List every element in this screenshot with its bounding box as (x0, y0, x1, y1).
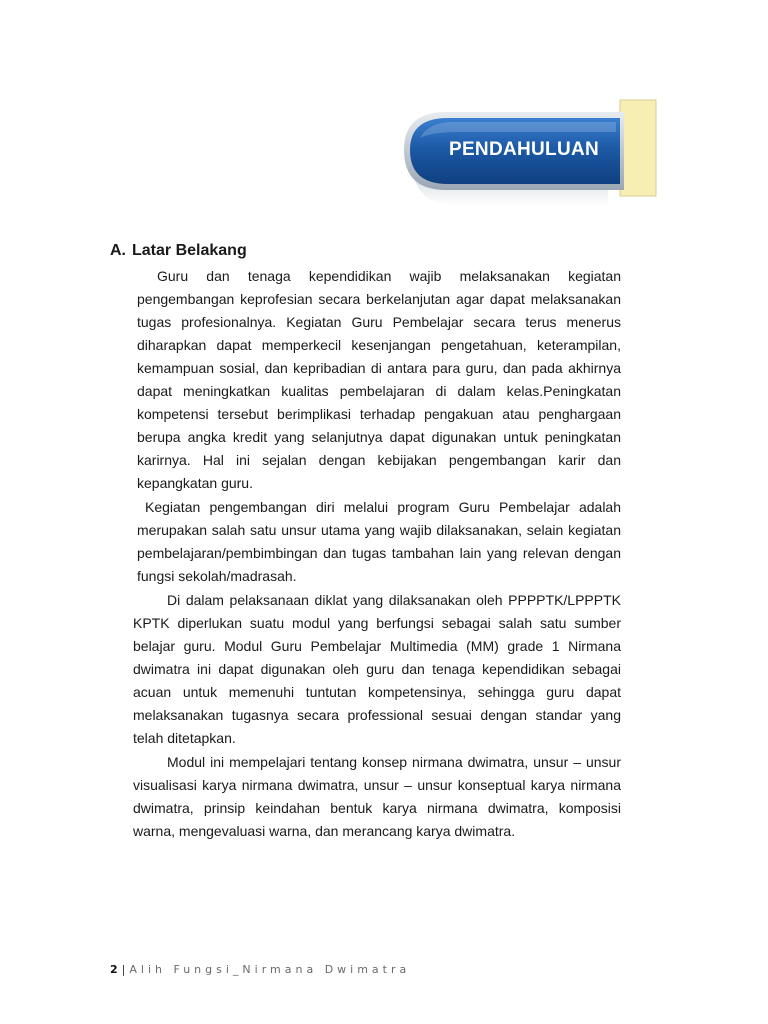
chapter-badge (398, 98, 660, 210)
page-number: 2 (110, 963, 118, 976)
paragraph: Di dalam pelaksanaan diklat yang dilaksanakan oleh PPPPTK/LPPPTK KPTK diperlukan suatu modul yang berfungsi sebagai salah satu sumber belajar guru. Modul Guru Pembelajar Multimedia (MM) grade 1 Nirmana dwimatra ini dapat digunakan oleh guru dan tenaga kependidikan sebagai acuan untuk memenuhi tuntutan kompetensinya, sehingga guru dapat melaksanakan tugasnya secara professional sesuai dengan standar yang telah ditetapkan. (133, 592, 621, 746)
paragraph: Modul ini mempelajari tentang konsep nirmana dwimatra, unsur – unsur visualisasi karya nirmana dwimatra, unsur – unsur konseptual karya nirmana dwimatra, prinsip keindahan bentuk karya nirmana dwimatra, komposisi warna, mengevaluasi warna, dan merancang karya dwimatra. (133, 754, 621, 839)
paragraph: Kegiatan pengembangan diri melalui program Guru Pembelajar adalah merupakan salah satu unsur utama yang wajib dilaksanakan, selain kegiatan pembelajaran/pembimbingan dan tugas tambahan lain yang relevan dengan fungsi sekolah/madrasah. (137, 499, 621, 584)
section-heading (110, 242, 247, 260)
footer-separator: | (121, 963, 126, 976)
footer-title: Alih Fungsi_Nirmana Dwimatra (129, 963, 411, 976)
badge-title: PENDAHULUAN (448, 139, 600, 160)
page-footer (110, 963, 410, 976)
section-letter: A. (110, 242, 126, 259)
section-title: Latar Belakang (132, 242, 247, 259)
paragraph: Guru dan tenaga kependidikan wajib melaksanakan kegiatan pengembangan keprofesian secara berkelanjutan agar dapat melaksanakan tugas profesionalnya. Kegiatan Guru Pembelajar secara terus menerus diharapkan dapat memperkecil kesenjangan pengetahuan, keterampilan, kemampuan sosial, dan kepribadian di antara para guru, dan pada akhirnya dapat meningkatkan kualitas pembelajaran di dalam kelas.Peningkatan kompetensi tersebut berimplikasi terhadap pengakuan atau penghargaan berupa angka kredit yang selanjutnya dapat digunakan untuk peningkatan karirnya. Hal ini sejalan dengan kebijakan pengembangan karir dan kepangkatan guru. (137, 268, 621, 491)
